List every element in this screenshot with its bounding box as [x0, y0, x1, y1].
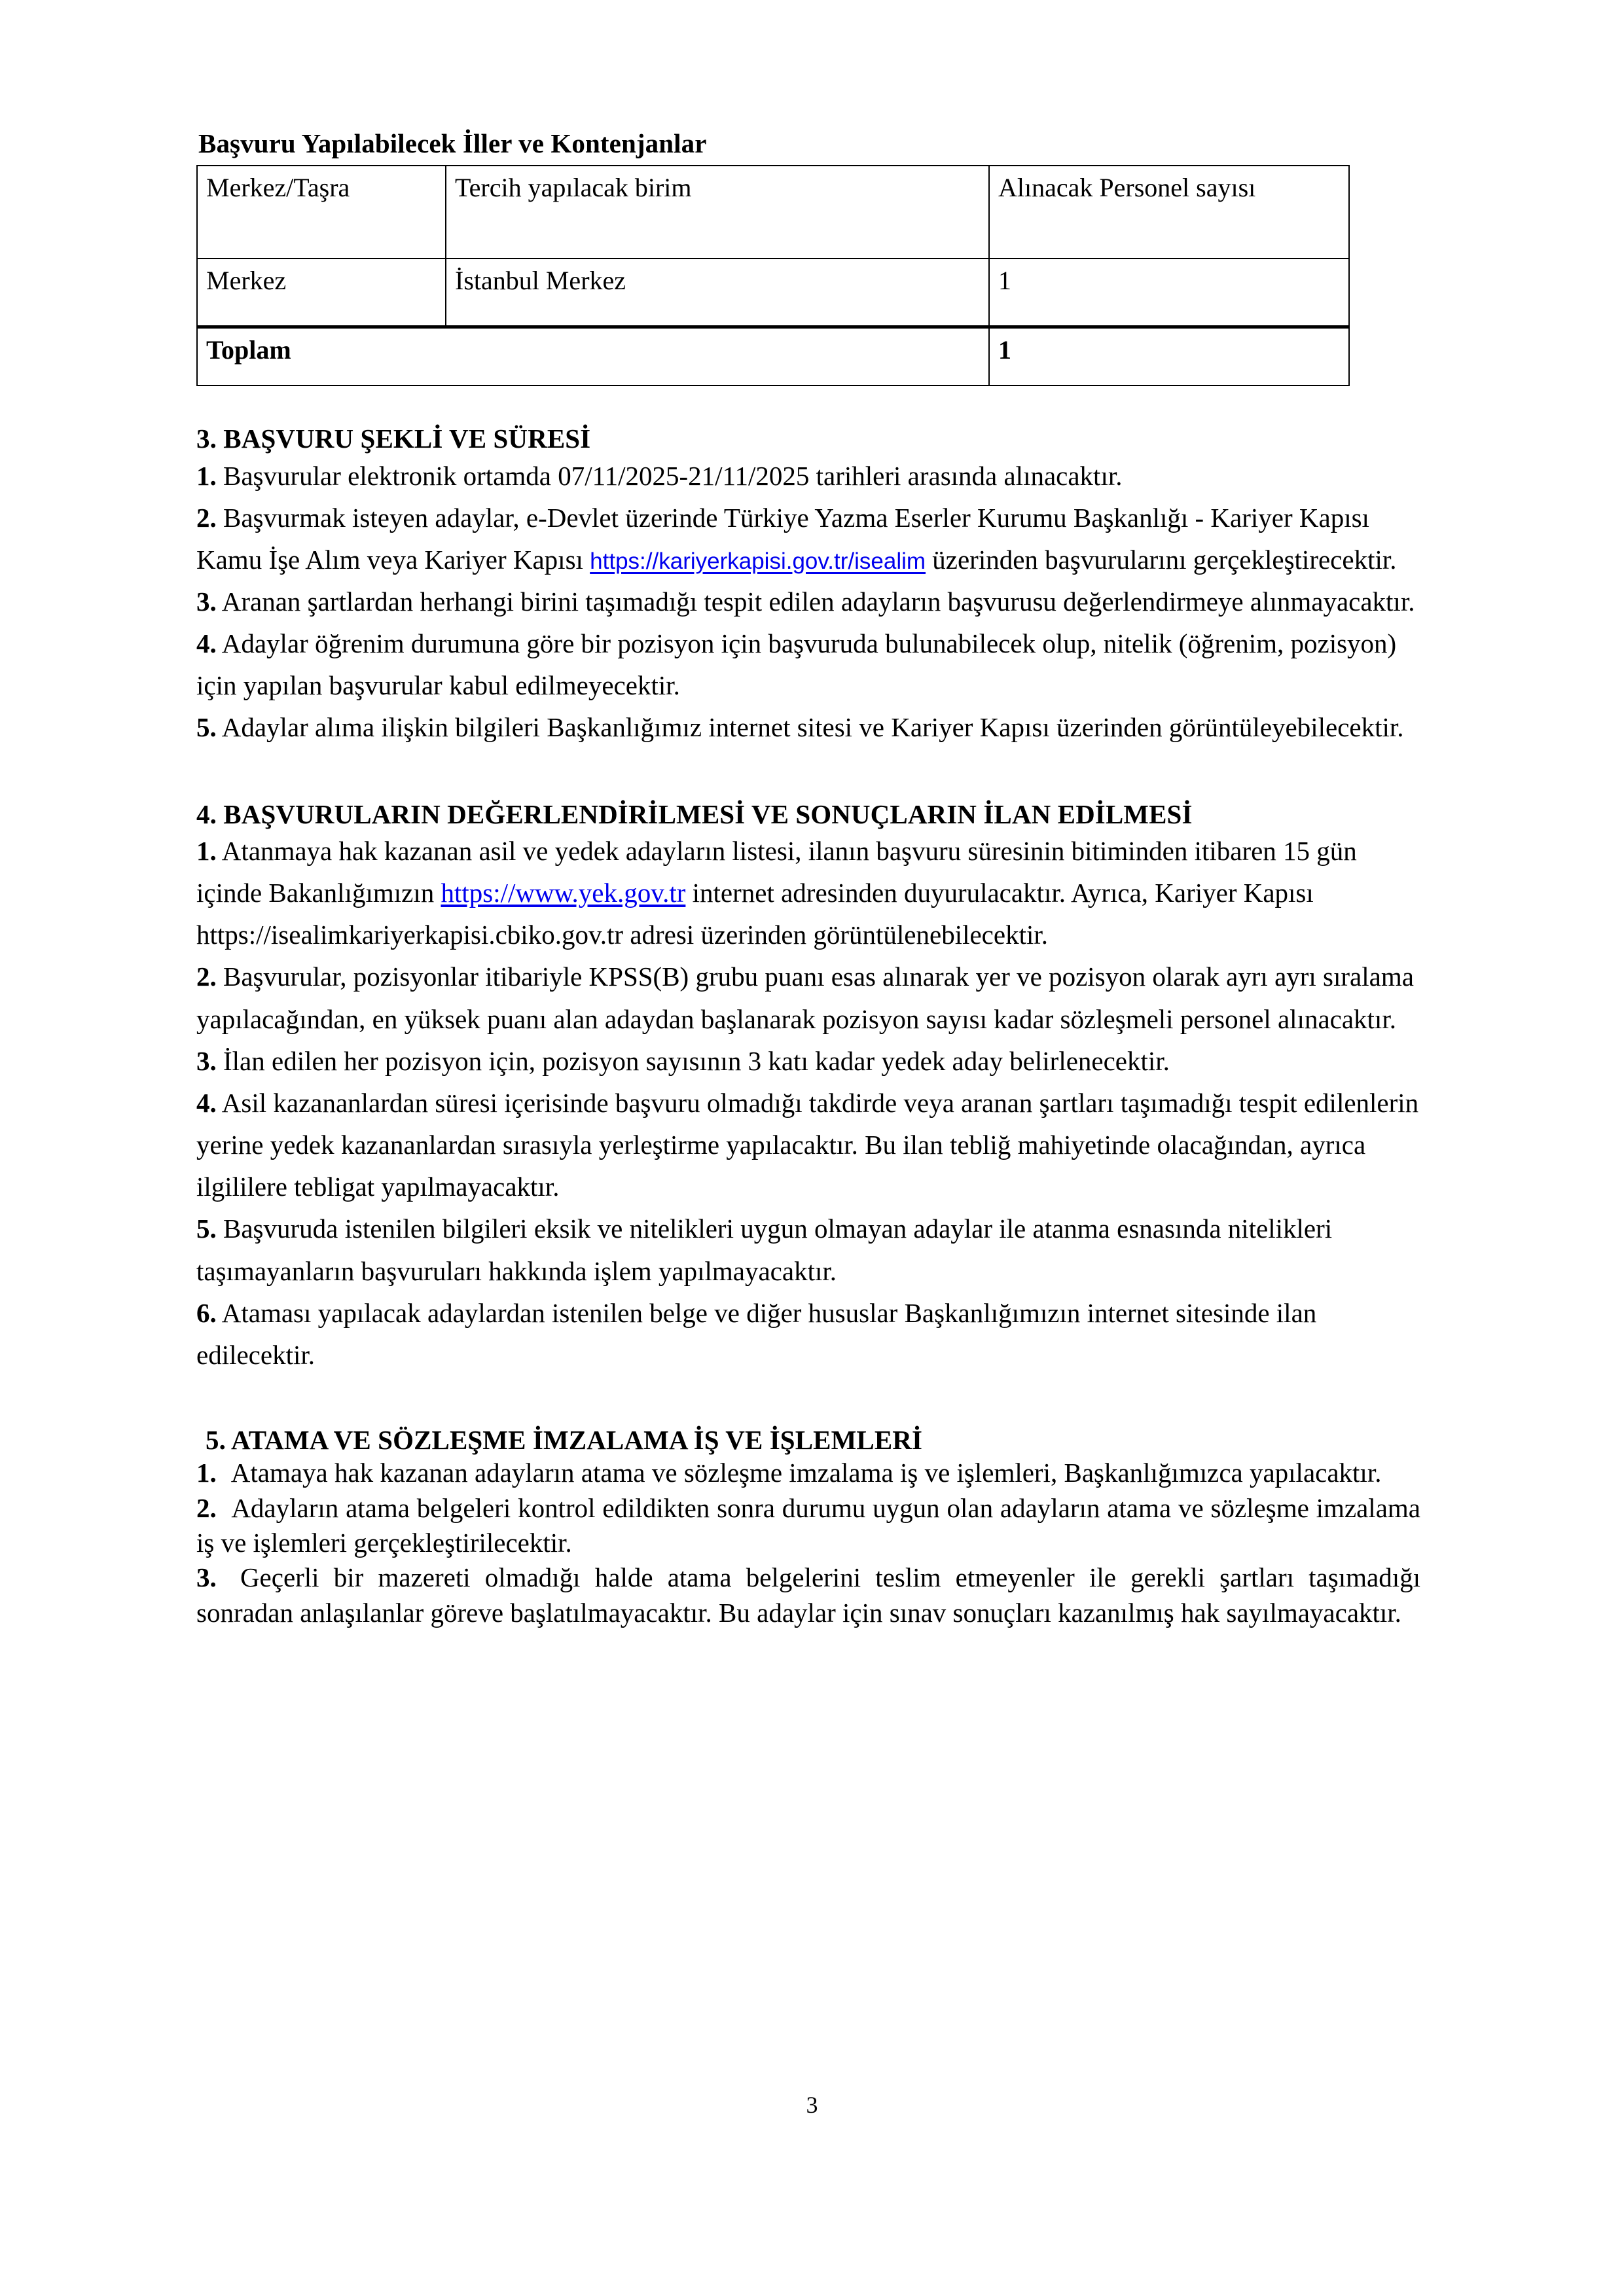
item-text: İlan edilen her pozisyon için, pozisyon sayısının 3 katı kadar yedek aday belirlenecektir. — [223, 1045, 1170, 1076]
section3-heading: 3. BAŞVURU ŞEKLİ VE SÜRESİ — [196, 423, 591, 454]
item-number: 3. — [196, 586, 217, 617]
item-text: Başvuruda istenilen bilgileri eksik ve nitelikleri uygun olmayan adaylar ile atanma esnasında nitelikleri taşımayanların başvuruları hakkında işlem yapılmayacaktır. — [196, 1213, 1333, 1286]
table-header-merkez-tasra: Merkez/Taşra — [197, 166, 446, 259]
item-text: Başvurular elektronik ortamda 07/11/2025-21/11/2025 tarihleri arasında alınacaktır. — [223, 460, 1123, 491]
item-number: 2. — [196, 1492, 217, 1523]
item-number: 4. — [196, 628, 217, 659]
section3-item-4 — [196, 622, 1420, 706]
item-text: Geçerli bir mazereti olmadığı halde atama belgelerini teslim etmeyenler ile gerekli şartları taşımadığı sonradan anlaşılanlar göreve başlatılmayacaktır. Bu adaylar için sınav sonuçları kazanılmış hak sayılmayacaktır. — [196, 1562, 1420, 1628]
section4-item-6 — [196, 1292, 1420, 1376]
table-header-personel-sayisi: Alınacak Personel sayısı — [989, 166, 1349, 259]
table-header-tercih-birim: Tercih yapılacak birim — [446, 166, 989, 259]
item-number: 1. — [196, 835, 217, 866]
section3-item-3 — [196, 581, 1420, 622]
item-text-after-link: üzerinden başvurularını gerçekleştirecektir. — [926, 544, 1397, 575]
spacer — [196, 386, 1420, 423]
item-number: 4. — [196, 1087, 217, 1118]
kariyerkapisi-link[interactable]: https://kariyerkapisi.gov.tr/isealim — [590, 548, 926, 574]
item-text: Başvurular, pozisyonlar itibariyle KPSS(B) grubu puanı esas alınarak yer ve pozisyon olarak ayrı ayrı sıralama yapılacağından, en yüksek puanı alan adaydan başlanarak pozisyon sayısı kadar sözleşmeli personel alınacaktır. — [196, 961, 1414, 1034]
item-text: Adaylar alıma ilişkin bilgileri Başkanlığımız internet sitesi ve Kariyer Kapısı üzerinden görüntüleyebilecektir. — [221, 712, 1404, 743]
table-row — [197, 259, 1349, 327]
section4-item-2 — [196, 956, 1420, 1039]
section4-item-1 — [196, 830, 1420, 956]
section-basvurularin-degerlendirilmesi — [196, 798, 1420, 1376]
item-number: 5. — [196, 1213, 217, 1244]
item-text: Atamaya hak kazanan adayların atama ve sözleşme imzalama iş ve işlemleri, Başkanlığımızca yapılacaktır. — [230, 1458, 1382, 1488]
table-cell-personel-sayisi: 1 — [989, 259, 1349, 327]
item-text: Asil kazananlardan süresi içerisinde başvuru olmadığı takdirde veya aranan şartları taşımadığı tespit edilenlerin yerine yedek kazananlardan sırasıyla yerleştirme yapılacaktır. Bu ilan tebliğ mahiyetinde olacağından, ayrıca ilgililere tebligat yapılmayacaktır. — [196, 1087, 1419, 1202]
item-number: 2. — [196, 502, 217, 533]
item-number: 6. — [196, 1297, 217, 1328]
item-number: 5. — [196, 712, 217, 743]
section5-item-1 — [196, 1456, 1420, 1490]
table-caption: Başvuru Yapılabilecek İller ve Kontenjanlar — [198, 128, 707, 158]
table-total-row — [197, 327, 1349, 386]
section-basvuru-sekli — [196, 423, 1420, 748]
item-text: Adaylar öğrenim durumuna göre bir pozisyon için başvuruda bulunabilecek olup, nitelik (öğrenim, pozisyon) için yapılan başvurular kabul edilmeyecektir. — [196, 628, 1397, 701]
section5-item-3 — [196, 1560, 1420, 1630]
item-number: 1. — [196, 460, 217, 491]
item-number: 1. — [196, 1458, 217, 1488]
table-total-value: 1 — [989, 327, 1349, 386]
yek-gov-tr-link[interactable]: https://www.yek.gov.tr — [441, 878, 686, 908]
section4-item-5 — [196, 1208, 1420, 1291]
item-text: Adayların atama belgeleri kontrol edildikten sonra durumu uygun olan adayların atama ve sözleşme imzalama iş ve işlemleri gerçekleştirilecektir. — [196, 1492, 1420, 1558]
spacer — [196, 1376, 1420, 1424]
table-total-label: Toplam — [197, 327, 989, 386]
item-text-before-link: Başvurmak isteyen adaylar, e-Devlet üzerinde Türkiye Yazma Eserler Kurumu Başkanlığı - Kariyer Kapısı Kamu İşe Alım veya Kariyer Kapısı — [196, 502, 1369, 575]
item-number: 2. — [196, 961, 217, 992]
section4-item-3 — [196, 1040, 1420, 1082]
table-header-row — [197, 166, 1349, 259]
section3-item-5 — [196, 706, 1420, 748]
section3-item-2 — [196, 497, 1420, 581]
item-text-before-link: Atanmaya hak kazanan asil ve yedek adayların listesi, ilanın başvuru süresinin bitiminden itibaren 15 gün içinde Bakanlığımızın — [196, 835, 1357, 908]
section-atama-ve-sozlesme — [196, 1424, 1420, 1630]
item-text: Ataması yapılacak adaylardan istenilen belge ve diğer hususlar Başkanlığımızın internet sitesinde ilan edilecektir. — [196, 1297, 1317, 1370]
page-content — [196, 128, 1420, 1630]
section4-item-4 — [196, 1082, 1420, 1208]
spacer — [196, 749, 1420, 798]
section5-heading: 5. ATAMA VE SÖZLEŞME İMZALAMA İŞ VE İŞLEMLERİ — [206, 1425, 923, 1456]
section4-heading: 4. BAŞVURULARIN DEĞERLENDİRİLMESİ VE SONUÇLARIN İLAN EDİLMESİ — [196, 798, 1193, 829]
kontenjan-table — [196, 165, 1350, 386]
item-number: 3. — [196, 1562, 217, 1593]
table-cell-tercih-birim: İstanbul Merkez — [446, 259, 989, 327]
item-number: 3. — [196, 1045, 217, 1076]
section5-item-2 — [196, 1491, 1420, 1561]
page-number: 3 — [806, 2092, 818, 2118]
section3-item-1 — [196, 455, 1420, 497]
item-text: Aranan şartlardan herhangi birini taşımadığı tespit edilen adayların başvurusu değerlendirmeye alınmayacaktır. — [221, 586, 1415, 617]
item-text-after-link: internet adresinden duyurulacaktır. Ayrıca, Kariyer Kapısı https://isealimkariyerkapisi.cbiko.gov.tr adresi üzerinden görüntülenebilecektir. — [196, 878, 1314, 950]
table-cell-merkez-tasra: Merkez — [197, 259, 446, 327]
